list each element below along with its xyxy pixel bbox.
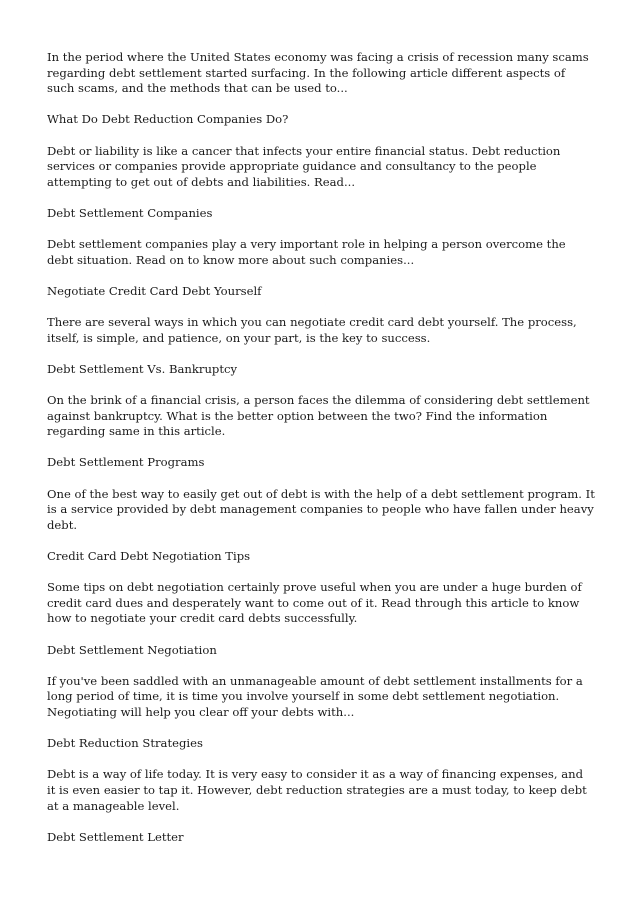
section-title-debt-reduction-companies: What Do Debt Reduction Companies Do? <box>47 112 289 127</box>
section-body-debt-settlement-negotiation: If you've been saddled with an unmanageable amount of debt settlement installments for a long period of time, it is time you involve yourself in some debt settlement negotiation. Negotiating will help you clear off your debts with... <box>47 673 583 719</box>
section-body-debt-settlement-programs: One of the best way to easily get out of debt is with the help of a debt settlement program. It is a service provided by debt management companies to people who have fallen under heavy debt. <box>47 486 595 532</box>
section-body-debt-reduction-companies: Debt or liability is like a cancer that infects your entire financial status. Debt reduction services or companies provide appropriate guidance and consultancy to the people attempting to get out of debts and liabilities. Read... <box>47 143 561 189</box>
intro-paragraph: In the period where the United States economy was facing a crisis of recession many scams regarding debt settlement started surfacing. In the following article different aspects of such scams, and the methods that can be used to... <box>47 50 589 96</box>
section-body-settlement-vs-bankruptcy: On the brink of a financial crisis, a person faces the dilemma of considering debt settlement against bankruptcy. What is the better option between the two? Find the information regarding same in this article. <box>47 393 590 439</box>
section-body-debt-settlement-companies: Debt settlement companies play a very important role in helping a person overcome the debt situation. Read on to know more about such companies... <box>47 237 566 267</box>
section-title-debt-settlement-negotiation: Debt Settlement Negotiation <box>47 642 217 657</box>
section-title-debt-reduction-strategies: Debt Reduction Strategies <box>47 736 203 751</box>
section-title-negotiation-tips: Credit Card Debt Negotiation Tips <box>47 549 251 563</box>
section-body-negotiate-credit-card-debt: There are several ways in which you can negotiate credit card debt yourself. The process, itself, is simple, and patience, on your part, is the key to success. <box>47 315 577 345</box>
section-title-settlement-vs-bankruptcy: Debt Settlement Vs. Bankruptcy <box>47 361 238 376</box>
document-body <box>47 50 595 861</box>
section-title-debt-settlement-letter: Debt Settlement Letter <box>47 829 184 844</box>
section-title-debt-settlement-programs: Debt Settlement Programs <box>47 455 205 470</box>
section-title-negotiate-credit-card-debt: Negotiate Credit Card Debt Yourself <box>47 283 262 298</box>
section-title-debt-settlement-companies: Debt Settlement Companies <box>47 205 213 220</box>
section-body-debt-reduction-strategies: Debt is a way of life today. It is very easy to consider it as a way of financing expenses, and it is even easier to tap it. However, debt reduction strategies are a must today, to keep debt at a manageable level. <box>47 767 587 813</box>
section-body-negotiation-tips: Some tips on debt negotiation certainly prove useful when you are under a huge burden of credit card dues and desperately want to come out of it. Read through this article to know how to negotiate your credit card debts successfully. <box>47 580 582 626</box>
